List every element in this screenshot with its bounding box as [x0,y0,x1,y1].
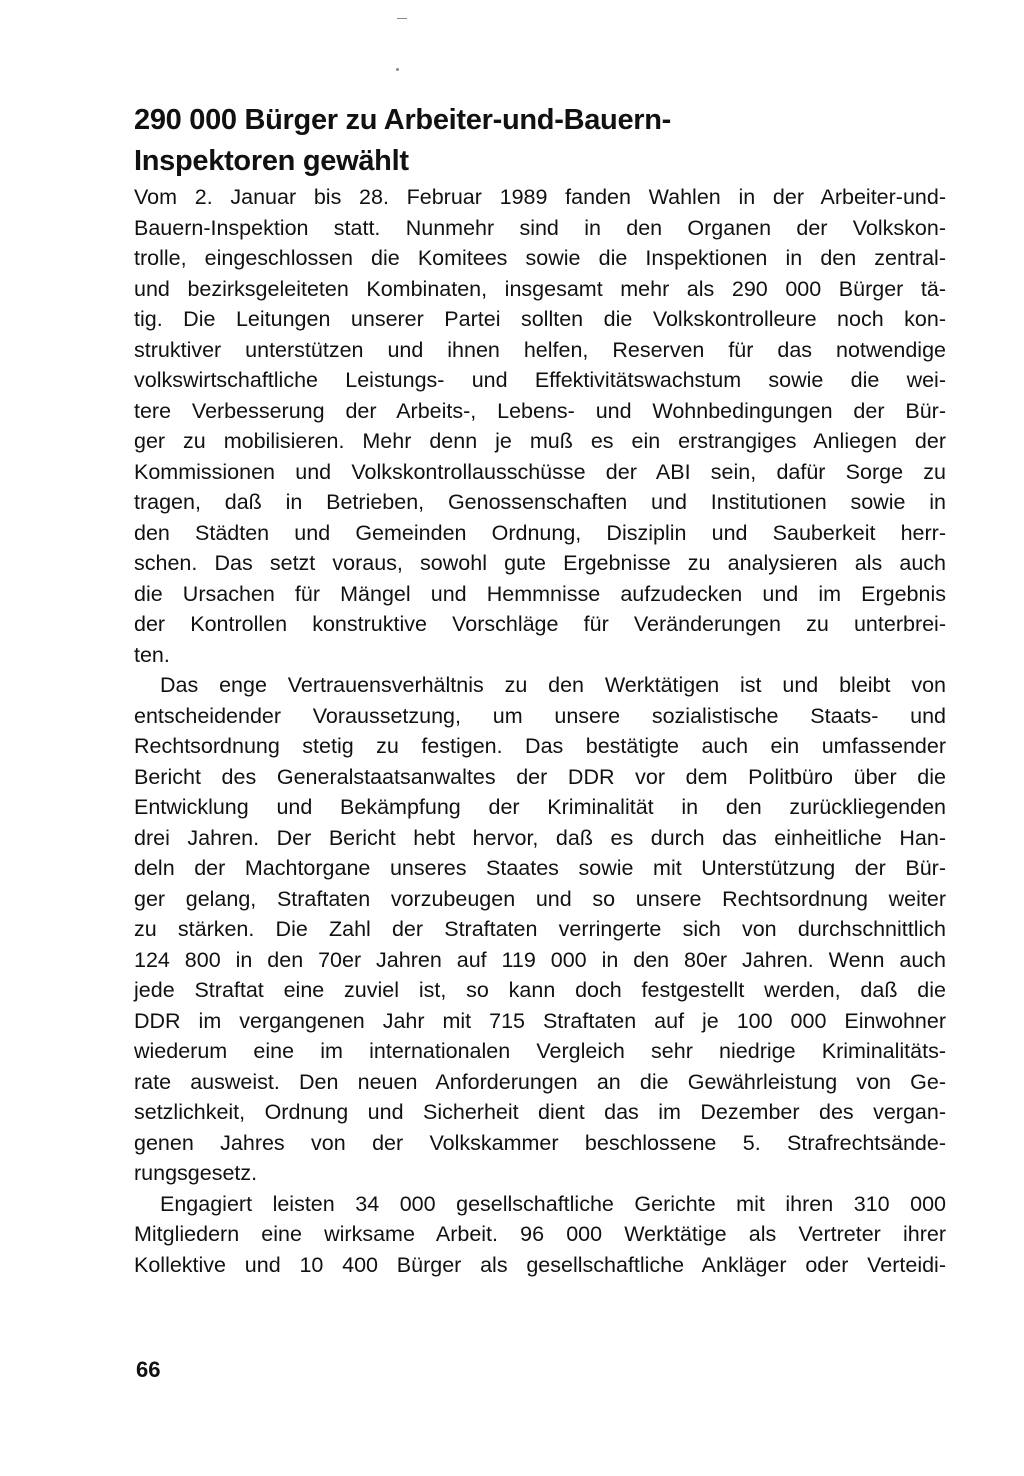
text-line: Entwicklung und Bekämpfung der Kriminalität in den zurückliegenden [134,795,946,819]
text-line: der Kontrollen konstruktive Vorschläge für Veränderungen zu unterbrei- [134,612,946,636]
text-line: schen. Das setzt voraus, sowohl gute Ergebnisse zu analysieren als auch [134,551,946,575]
text-line: entscheidender Voraussetzung, um unsere sozialistische Staats- und [134,703,946,728]
text-line: und bezirksgeleiteten Kombinaten, insgesamt mehr als 290 000 Bürger tä- [134,276,946,301]
text-line: Das enge Vertrauensverhältnis zu den Werktätigen ist und bleibt von [160,673,946,697]
page-number: 66 [136,1357,161,1382]
text-line: ten. [134,642,170,667]
body-text [134,182,946,1280]
text-line: die Ursachen für Mängel und Hemmnisse aufzudecken und im Ergebnis [134,581,946,606]
paragraph [134,670,946,1189]
text-line: tig. Die Leitungen unserer Partei sollten die Volkskontrolleure noch kon- [134,307,946,331]
text-line: tere Verbesserung der Arbeits-, Lebens- und Wohnbedingungen der Bür- [134,398,946,423]
text-line: genen Jahres von der Volkskammer beschlossene 5. Strafrechtsände- [134,1130,946,1155]
text-line: ger gelang, Straftaten vorzubeugen und so unsere Rechtsordnung weiter [134,886,946,911]
paragraph [134,1189,946,1281]
text-line: Rechtsordnung stetig zu festigen. Das bestätigte auch ein umfassender [134,734,946,758]
text-line: Bericht des Generalstaatsanwaltes der DDR vor dem Politbüro über die [134,764,946,789]
text-line: wiederum eine im internationalen Vergleich sehr niedrige Kriminalitäts- [134,1039,946,1063]
text-line: trolle, eingeschlossen die Komitees sowie die Inspektionen in den zentral- [134,246,946,270]
scan-dot [396,68,399,71]
text-line: struktiver unterstützen und ihnen helfen, Reserven für das notwendige [134,337,946,362]
text-line: ger zu mobilisieren. Mehr denn je muß es ein erstrangiges Anliegen der [134,429,946,453]
text-line: deln der Machtorgane unseres Staates sowie mit Unterstützung der Bür- [134,856,946,880]
text-line: 124 800 in den 70er Jahren auf 119 000 in den 80er Jahren. Wenn auch [134,947,946,972]
text-line: Vom 2. Januar bis 28. Februar 1989 fanden Wahlen in der Arbeiter-und- [134,185,946,209]
text-line: drei Jahren. Der Bericht hebt hervor, daß es durch das einheitliche Han- [134,825,946,850]
text-line: tragen, daß in Betrieben, Genossenschaften und Institutionen sowie in [134,490,946,514]
title-line: Inspektoren gewählt [134,145,409,177]
text-line: Mitgliedern eine wirksame Arbeit. 96 000 Werktätige als Vertreter ihrer [134,1222,946,1246]
title-line: 290 000 Bürger zu Arbeiter-und-Bauern- [134,104,672,136]
text-line: setzlichkeit, Ordnung und Sicherheit dient das im Dezember des vergan- [134,1100,946,1124]
text-line: Engagiert leisten 34 000 gesellschaftliche Gerichte mit ihren 310 000 [160,1191,946,1216]
paragraph [134,182,946,670]
text-line: Kollektive und 10 400 Bürger als gesellschaftliche Ankläger oder Verteidi- [134,1252,946,1277]
text-line: jede Straftat eine zuviel ist, so kann doch festgestellt werden, daß die [134,978,946,1002]
text-line: zu stärken. Die Zahl der Straftaten verringerte sich von durchschnittlich [134,917,946,941]
text-line: rate ausweist. Den neuen Anforderungen an die Gewährleistung von Ge- [134,1069,946,1094]
scan-mark [397,18,407,19]
text-line: Bauern-Inspektion statt. Nunmehr sind in den Organen der Volkskon- [134,215,946,240]
text-line: rungsgesetz. [134,1161,258,1185]
text-line: Kommissionen und Volkskontrollausschüsse der ABI sein, dafür Sorge zu [134,459,946,484]
page-title [134,100,934,182]
text-line: den Städten und Gemeinden Ordnung, Disziplin und Sauberkeit herr- [134,520,946,545]
text-line: volkswirtschaftliche Leistungs- und Effektivitätswachstum sowie die wei- [134,368,946,392]
text-line: DDR im vergangenen Jahr mit 715 Straftaten auf je 100 000 Einwohner [134,1008,946,1033]
